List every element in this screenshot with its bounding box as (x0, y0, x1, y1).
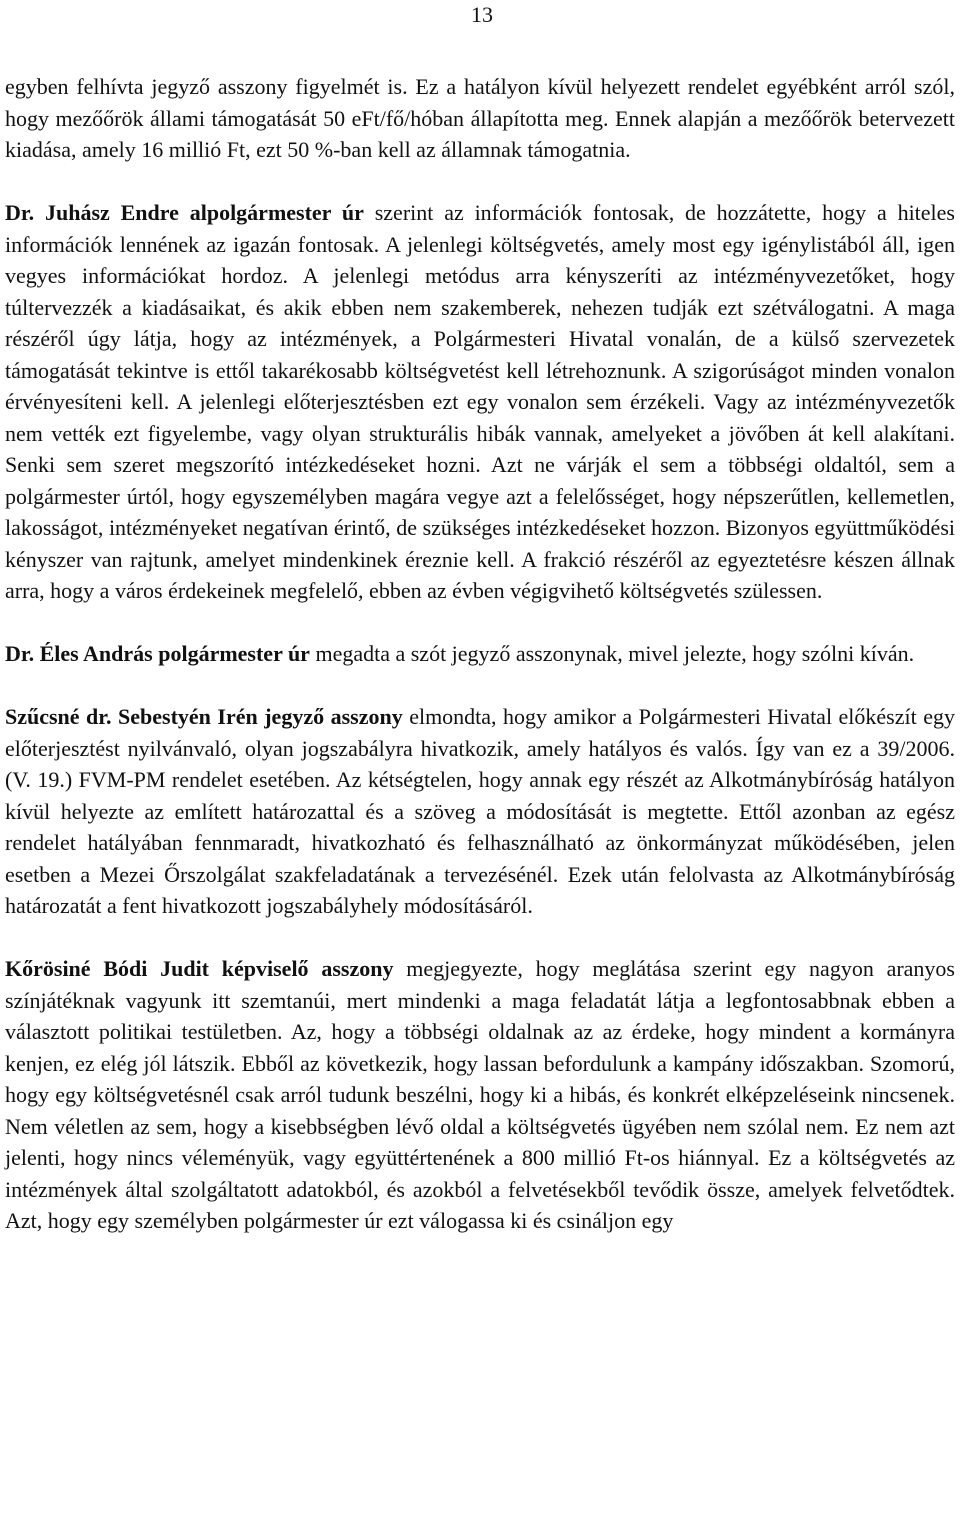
paragraph-gap (5, 166, 955, 198)
speaker-name: Kőrösiné Bódi Judit képviselő asszony (5, 956, 394, 981)
page-number: 13 (471, 2, 493, 27)
paragraph-korosine (5, 953, 955, 1237)
paragraph-text: megadta a szót jegyző asszonynak, mivel jelezte, hogy szólni kíván. (309, 641, 915, 666)
paragraph-text: szerint az információk fontosak, de hozzátette, hogy a hiteles információk lennének az igazán fontosak. A jelenlegi költségvetés, amely most egy igénylistából áll, igen vegyes információkat hordoz. A jelenlegi metódus arra kényszeríti az intézményvezetőket, hogy túltervezzék a kiadásaikat, és akik ebben nem szakemberek, nehezen tudják ezt szétválogatni. A maga részéről úgy látja, hogy az intézmények, a Polgármesteri Hivatal vonalán, de a külső szervezetek támogatását tekintve is ettől takarékosabb költségvetést kell létrehoznunk. A szigorúságot minden vonalon érvényesíteni kell. A jelenlegi előterjesztésben ezt egy vonalon sem érzékeli. Vagy az intézményvezetők nem vették ezt figyelembe, vagy olyan strukturális hibák vannak, amelyeket a jövőben át kell alakítani. Senki sem szeret megszorító intézkedéseket hozni. Azt ne várják el sem a többségi oldaltól, sem a polgármester úrtól, hogy egyszemélyben magára vegye azt a felelősséget, hogy népszerűtlen, kellemetlen, lakosságot, intézményeket negatívan érintő, de szükséges intézkedéseket hozzon. Bizonyos együttműködési kényszer van rajtunk, amelyet mindenkinek éreznie kell. A frakció részéről az egyeztetésre készen állnak arra, hogy a város érdekeinek megfelelő, ebben az évben végigvihető költségvetés szülessen. (5, 200, 955, 603)
speaker-name: Dr. Juhász Endre alpolgármester úr (5, 200, 364, 225)
paragraph-continuation (5, 71, 955, 166)
paragraph-text: megjegyezte, hogy meglátása szerint egy nagyon aranyos színjátéknak vagyunk itt szemtanúi, mert mindenki a maga feladatát látja a legfontosabbnak ebben a választott politikai testületben. Az, hogy a többségi oldalnak az az érdeke, hogy mindent a kormányra kenjen, ez elég jól látszik. Ebből az következik, hogy lassan befordulunk a kampány időszakban. Szomorú, hogy egy költségvetésnél csak arról tudunk beszélni, hogy ki a hibás, és konkrét elképzeléseink nincsenek. Nem véletlen az sem, hogy a kisebbségben lévő oldal a költségvetés ügyében nem szólal nem. Ez nem azt jelenti, hogy nincs véleményük, vagy együttértenének a 800 millió Ft-os hiánnyal. Ez a költségvetés az intézmények által szolgáltatott adatokból, és azokból a felvetésekből tevődik össze, amelyek felvetődtek. Azt, hogy egy személyben polgármester úr ezt válogassa ki és csináljon egy (5, 956, 955, 1233)
speaker-name: Szűcsné dr. Sebestyén Irén jegyző asszony (5, 704, 403, 729)
paragraph-gap (5, 922, 955, 954)
paragraph-text: elmondta, hogy amikor a Polgármesteri Hivatal előkészít egy előterjesztést nyilvánvaló, olyan jogszabályra hivatkozik, amely hatályos és valós. Így van ez a 39/2006. (V. 19.) FVM-PM rendelet esetében. Az kétségtelen, hogy annak egy részét az Alkotmánybíróság hatályon kívül helyezte az említett határozattal és a szöveg a módosítását is megtette. Ettől azonban az egész rendelet hatályában fennmaradt, hivatkozható és felhasználható az önkormányzat működésében, jelen esetben a Mezei Őrszolgálat szakfeladatának a tervezésénél. Ezek után felolvasta az Alkotmánybíróság határozatát a fent hivatkozott jogszabályhely módosításáról. (5, 704, 955, 918)
paragraph-juhasz (5, 197, 955, 607)
paragraph-eles (5, 638, 955, 670)
paragraph-gap (5, 607, 955, 639)
speaker-name: Dr. Éles András polgármester úr (5, 641, 310, 666)
paragraph-text: egyben felhívta jegyző asszony figyelmét is. Ez a hatályon kívül helyezett rendelet egyébként arról szól, hogy mezőőrök állami támogatását 50 eFt/fő/hóban állapította meg. Ennek alapján a mezőőrök betervezett kiadása, amely 16 millió Ft, ezt 50 %-ban kell az államnak támogatnia. (5, 74, 955, 162)
paragraph-gap (5, 670, 955, 702)
paragraph-szucsne (5, 701, 955, 922)
document-body (5, 71, 955, 1237)
